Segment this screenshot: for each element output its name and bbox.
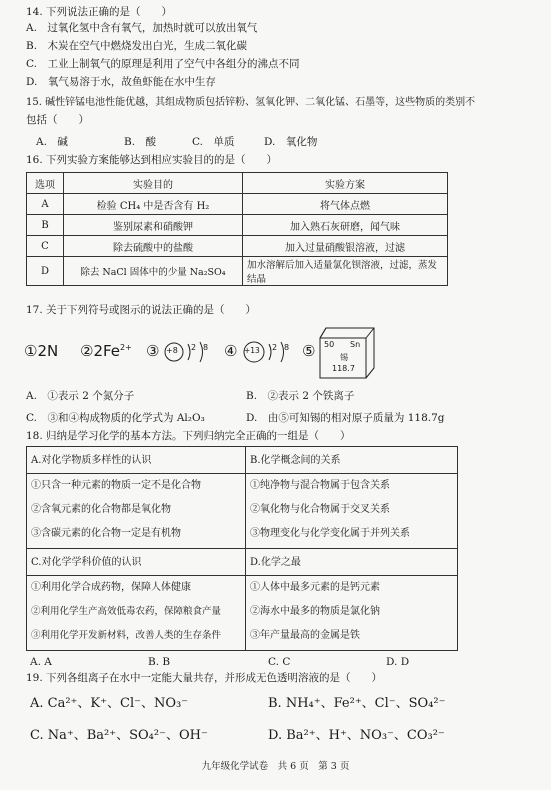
symbol-2fe: [80, 342, 132, 360]
q17-option-a: A. ①表示 2 个氮分子: [26, 390, 135, 402]
symbol-2fe-charge: 2+: [120, 343, 132, 352]
row-purpose: 检验 CH₄ 中是否含有 H₂: [64, 194, 243, 215]
tin-name: 锡: [340, 353, 348, 362]
label-3: ③: [146, 342, 160, 360]
q17-stem: 17. 关于下列符号或图示的说法正确的是（ ）: [26, 304, 257, 316]
q16-stem: 16. 下列实验方案能够达到相应实验目的的是（ ）: [26, 154, 278, 166]
tin-element-cell: [318, 326, 378, 382]
tin-mass: 118.7: [332, 364, 355, 373]
cell-d-item: ③年产量最高的金属是铁: [250, 630, 360, 641]
o-nucleus-charge: +8: [166, 346, 178, 355]
q19-option-d: D. Ba²⁺、H⁺、NO₃⁻、CO₃²⁻: [268, 728, 445, 743]
q18-answer-a: A. A: [30, 656, 52, 668]
table-row: [27, 215, 448, 236]
page-footer: 九年级化学试卷 共 6 页 第 3 页: [201, 761, 350, 772]
q18-cell-b: [246, 447, 458, 549]
label-4: ④: [224, 342, 238, 360]
q15-option-c: C. 单质: [192, 136, 235, 148]
row-plan: 加入熟石灰研磨，闻气味: [243, 215, 448, 236]
q15-stem-line2: 包括（ ）: [26, 114, 89, 126]
tin-symbol: Sn: [350, 340, 361, 349]
o-shell-1: 2: [191, 343, 197, 352]
cell-c-item: ②利用化学生产高效低毒农药，保障粮食产量: [31, 606, 222, 617]
symbol-2fe-text: ②2Fe: [80, 342, 121, 360]
q16-table: [26, 172, 448, 286]
q17-option-c: C. ③和④构成物质的化学式为 Al₂O₃: [26, 412, 205, 424]
cell-a-item: ②含氧元素的化合物都是氧化物: [31, 504, 171, 515]
q14-option-a: A. 过氧化氢中含有氧气，加热时就可以放出氧气: [26, 22, 258, 34]
q17-option-b: B. ②表示 2 个铁离子: [246, 390, 355, 402]
row-plan: 加水溶解后加入适量氯化钡溶液，过滤，蒸发结晶: [243, 257, 448, 286]
al-shell-2: 8: [284, 343, 290, 352]
table-row: [27, 194, 448, 215]
row-label: D: [27, 257, 64, 286]
cell-b-item: ①纯净物与混合物属于包含关系: [250, 480, 390, 491]
cell-c-title: C.对化学学科价值的认识: [31, 557, 142, 568]
q14-stem: 14. 下列说法正确的是（ ）: [26, 6, 173, 18]
q15-stem-line1: 15. 碱性锌锰电池性能优越，其组成物质包括锌粉、氢氧化钾、二氧化锰、石墨等，这些物质的类别不: [26, 97, 476, 108]
cell-a-title: A.对化学物质多样性的认识: [31, 455, 152, 466]
q15-option-a: A. 碱: [36, 136, 68, 148]
q18-table: [26, 446, 458, 651]
al-nucleus-charge: +13: [244, 346, 260, 355]
q18-answer-c: C. C: [268, 656, 291, 668]
q18-stem: 18. 归纳是学习化学的基本方法。下列归纳完全正确的一组是（ ）: [26, 430, 351, 442]
o-shell-2: 8: [203, 343, 209, 352]
q19-option-a: A. Ca²⁺、K⁺、Cl⁻、NO₃⁻: [30, 696, 189, 711]
row-label: A: [27, 194, 64, 215]
q19-option-b: B. NH₄⁺、Fe²⁺、Cl⁻、SO₄²⁻: [268, 696, 446, 711]
row-plan: 将气体点燃: [243, 194, 448, 215]
q18-cell-a: [27, 447, 246, 549]
symbol-2n: ①2N: [24, 342, 59, 360]
al-shell-1: 2: [272, 343, 278, 352]
cell-b-title: B.化学概念间的关系: [250, 455, 341, 466]
table-header-row: [27, 173, 448, 194]
cell-b-item: ③物理变化与化学变化属于并列关系: [250, 528, 410, 539]
q19-option-c: C. Na⁺、Ba²⁺、SO₄²⁻、OH⁻: [30, 728, 208, 743]
q18-answer-b: B. B: [148, 656, 171, 668]
q18-cell-d: [246, 549, 458, 651]
table-row: [27, 236, 448, 257]
q18-answer-d: D. D: [386, 656, 410, 668]
row-purpose: 除去硫酸中的盐酸: [64, 236, 243, 257]
cell-d-title: D.化学之最: [250, 557, 301, 568]
cell-c-item: ①利用化学合成药物，保障人体健康: [31, 582, 191, 593]
cell-d-item: ②海水中最多的物质是氯化钠: [250, 606, 380, 617]
cell-a-item: ①只含一种元素的物质一定不是化合物: [31, 480, 201, 491]
cell-d-item: ①人体中最多元素的是钙元素: [250, 582, 380, 593]
row-plan: 加入过量硝酸银溶液，过滤: [243, 236, 448, 257]
row-purpose: 鉴别尿素和硝酸钾: [64, 215, 243, 236]
q14-option-d: D. 氧气易溶于水，故鱼虾能在水中生存: [26, 76, 216, 88]
q19-stem: 19. 下列各组离子在水中一定能大量共存，并形成无色透明溶液的是（ ）: [26, 672, 383, 684]
header-plan: 实验方案: [243, 173, 448, 194]
header-purpose: 实验目的: [64, 173, 243, 194]
q18-cell-c: [27, 549, 246, 651]
tin-atomic-number: 50: [324, 340, 335, 349]
q14-option-b: B. 木炭在空气中燃烧发出白光，生成二氧化碳: [26, 40, 248, 52]
label-5: ⑤: [302, 342, 316, 360]
header-option: 选项: [27, 173, 64, 194]
row-label: C: [27, 236, 64, 257]
q15-option-b: B. 酸: [124, 136, 157, 148]
cell-a-item: ③含碳元素的化合物一定是有机物: [31, 528, 181, 539]
row-purpose: 除去 NaCl 固体中的少量 Na₂SO₄: [64, 257, 243, 286]
table-row: [27, 257, 448, 286]
q15-option-d: D. 氧化物: [264, 136, 318, 148]
q14-option-c: C. 工业上制氧气的原理是利用了空气中各组分的沸点不同: [26, 58, 300, 70]
cell-b-item: ②氧化物与化合物属于交叉关系: [250, 504, 390, 515]
q17-option-d: D. 由⑤可知锡的相对原子质量为 118.7g: [246, 412, 445, 424]
row-label: B: [27, 215, 64, 236]
cell-c-item: ③利用化学开发新材料，改善人类的生存条件: [31, 630, 222, 641]
